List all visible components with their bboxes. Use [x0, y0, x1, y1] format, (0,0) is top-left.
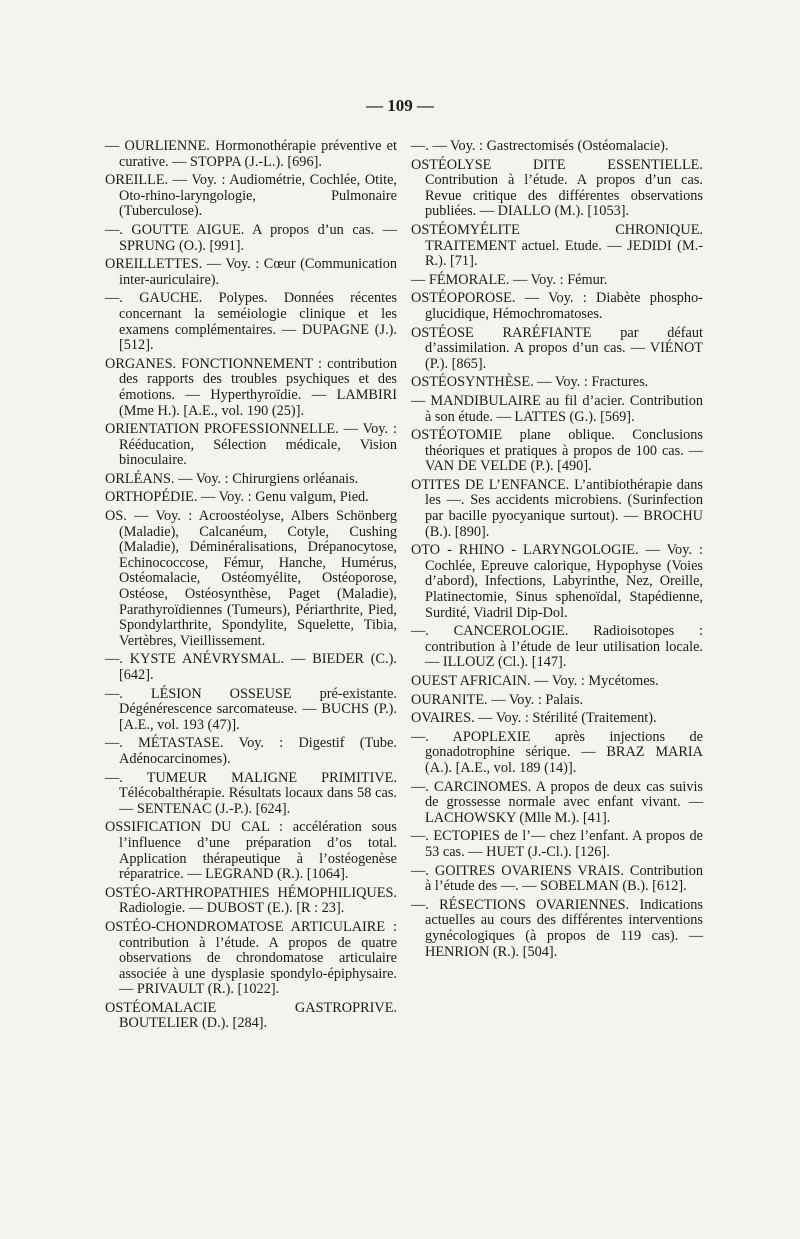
index-entry: —. MÉTASTASE. Voy. : Digestif (Tube. Adénocarcinomes).	[105, 735, 397, 767]
index-entry: OS. — Voy. : Acroostéolyse, Albers Schönberg (Maladie), Calcanéum, Cotyle, Cushing (Maladie), Déminéralisations, Drépanocytose, Echinococcose, Fémur, Hanche, Humérus, Ostéomalacie, Ostéomyélite, Ostéoporose, Ostéose, Ostéosynthèse, Paget (Maladie), Parathyroïdiennes (Tumeurs), Périarthrite, Pied, Spondylarthrite, Spondylite, Squelette, Tibia, Vertèbres, Vieillissement.	[105, 508, 397, 649]
index-entry: —. GOUTTE AIGUE. A propos d’un cas. — SPRUNG (O.). [991].	[105, 221, 397, 254]
index-entry: —. ECTOPIES de l’— chez l’enfant. A propos de 53 cas. — HUET (J.-Cl.). [126].	[411, 828, 703, 860]
index-entry: OSTÉO-ARTHROPATHIES HÉMOPHILIQUES. Radiologie. — DUBOST (E.). [R : 23].	[105, 884, 397, 917]
index-entry: ORGANES. FONCTIONNEMENT : contribution des rapports des troubles psychiques et des émotions. — Hyperthyroïdie. — LAMBIRI (Mme H.). [A.E., vol. 190 (25)].	[105, 355, 397, 419]
index-entry: OSTÉOPOROSE. — Voy. : Diabète phospho-glucidique, Hémochromatoses.	[411, 290, 703, 322]
index-entry: OSTÉOSYNTHÈSE. — Voy. : Fractures.	[411, 374, 649, 391]
index-entry: ORLÉANS. — Voy. : Chirurgiens orléanais.	[105, 470, 359, 487]
index-entry: —. CARCINOMES. A propos de deux cas suivis de grossesse normale avec enfant vivant. — LACHOWSKY (Mlle M.). [41].	[411, 778, 703, 826]
index-entry: —. GOITRES OVARIENS VRAIS. Contribution à l’étude des —. — SOBELMAN (B.). [612].	[411, 862, 703, 895]
index-entry: —. CANCEROLOGIE. Radioisotopes : contribution à l’étude de leur utilisation locale. — ILLOUZ (Cl.). [147].	[411, 623, 703, 671]
index-entry: —. RÉSECTIONS OVARIENNES. Indications actuelles au cours des différentes interventions gynécologiques (à propos de 119 cas). — HENRION (R.). [504].	[411, 896, 703, 960]
index-entry: —. APOPLEXIE après injections de gonadotrophine sérique. — BRAZ MARIA (A.). [A.E., vol. 189 (14)].	[411, 728, 703, 776]
index-entry: OVAIRES. — Voy. : Stérilité (Traitement).	[411, 710, 657, 727]
index-entry: —. TUMEUR MALIGNE PRIMITIVE. Télécobalthérapie. Résultats locaux dans 58 cas. — SENTENAC (J.-P.). [624].	[105, 769, 397, 817]
index-entry: OREILLETTES. — Voy. : Cœur (Communication inter-auriculaire).	[105, 256, 397, 288]
index-entry: OSTÉO-CHONDROMATOSE ARTICULAIRE : contribution à l’étude. A propos de quatre observations de chrondomatose articulaire associée à une dysplasie spondylo-épiphysaire. — PRIVAULT (R.). [1022].	[105, 918, 397, 998]
index-entry: OTITES DE L’ENFANCE. L’antibiothérapie dans les —. Ses accidents microbiens. (Surinfection par bacille pyocyanique surtout). — BROCHU (B.). [890].	[411, 476, 703, 540]
index-entry: — OURLIENNE. Hormonothérapie préventive et curative. — STOPPA (J.-L.). [696].	[105, 138, 397, 170]
index-entry: OSTÉOSE RARÉFIANTE par défaut d’assimilation. A propos d’un cas. — VIÉNOT (P.). [865].	[411, 324, 703, 372]
index-entry: OSSIFICATION DU CAL : accélération sous l’influence d’une préparation d’os total. Application thérapeutique à l’ostéogenèse réparatrice. — LEGRAND (R.). [1064].	[105, 819, 397, 883]
page-number: — 109 —	[366, 96, 434, 115]
index-entry: OUEST AFRICAIN. — Voy. : Mycétomes.	[411, 673, 659, 689]
left-column	[105, 139, 397, 1035]
index-entry: OTO - RHINO - LARYNGOLOGIE. — Voy. : Cochlée, Epreuve calorique, Hypophyse (Voies d’abord), Infections, Labyrinthe, Nez, Oreille, Platinectomie, Sinus sphenoïdal, Stapédienne, Surdité, Viadril Dip-Dol.	[411, 542, 703, 621]
index-entry: —. GAUCHE. Polypes. Données récentes concernant la seméiologie clinique et les examens complémentaires. — DUPAGNE (J.). [512].	[105, 290, 397, 354]
index-entry: — MANDIBULAIRE au fil d’acier. Contribution à son étude. — LATTES (G.). [569].	[411, 392, 703, 425]
index-entry: OREILLE. — Voy. : Audiométrie, Cochlée, Otite, Oto-rhino-laryngologie, Pulmonaire (Tuberculose).	[105, 172, 397, 220]
index-entry: — FÉMORALE. — Voy. : Fémur.	[411, 271, 608, 288]
index-entry: —. — Voy. : Gastrectomisés (Ostéomalacie).	[411, 138, 669, 154]
index-entry: OSTÉOMYÉLITE CHRONIQUE. TRAITEMENT actuel. Etude. — JEDIDI (M.-R.). [71].	[411, 221, 703, 270]
right-column	[411, 139, 703, 963]
index-entry: —. LÉSION OSSEUSE pré-existante. Dégénérescence sarcomateuse. — BUCHS (P.). [A.E., vol. 193 (47)].	[105, 685, 397, 733]
index-entry: OURANITE. — Voy. : Palais.	[411, 691, 584, 708]
index-entry: ORIENTATION PROFESSIONNELLE. — Voy. : Rééducation, Sélection médicale, Vision binoculaire.	[105, 421, 397, 469]
index-entry: ORTHOPÉDIE. — Voy. : Genu valgum, Pied.	[105, 489, 369, 506]
index-entry: OSTÉOLYSE DITE ESSENTIELLE. Contribution à l’étude. A propos d’un cas. Revue critique des différentes observations publiées. — DIALLO (M.). [1053].	[411, 156, 703, 220]
index-entry: OSTÉOMALACIE GASTROPRIVE. BOUTELIER (D.). [284].	[105, 999, 397, 1032]
index-entry: —. KYSTE ANÉVRYSMAL. — BIEDER (C.). [642].	[105, 651, 397, 683]
index-entry: OSTÉOTOMIE plane oblique. Conclusions théoriques et pratiques à propos de 100 cas. — VAN DE VELDE (P.). [490].	[411, 427, 703, 475]
